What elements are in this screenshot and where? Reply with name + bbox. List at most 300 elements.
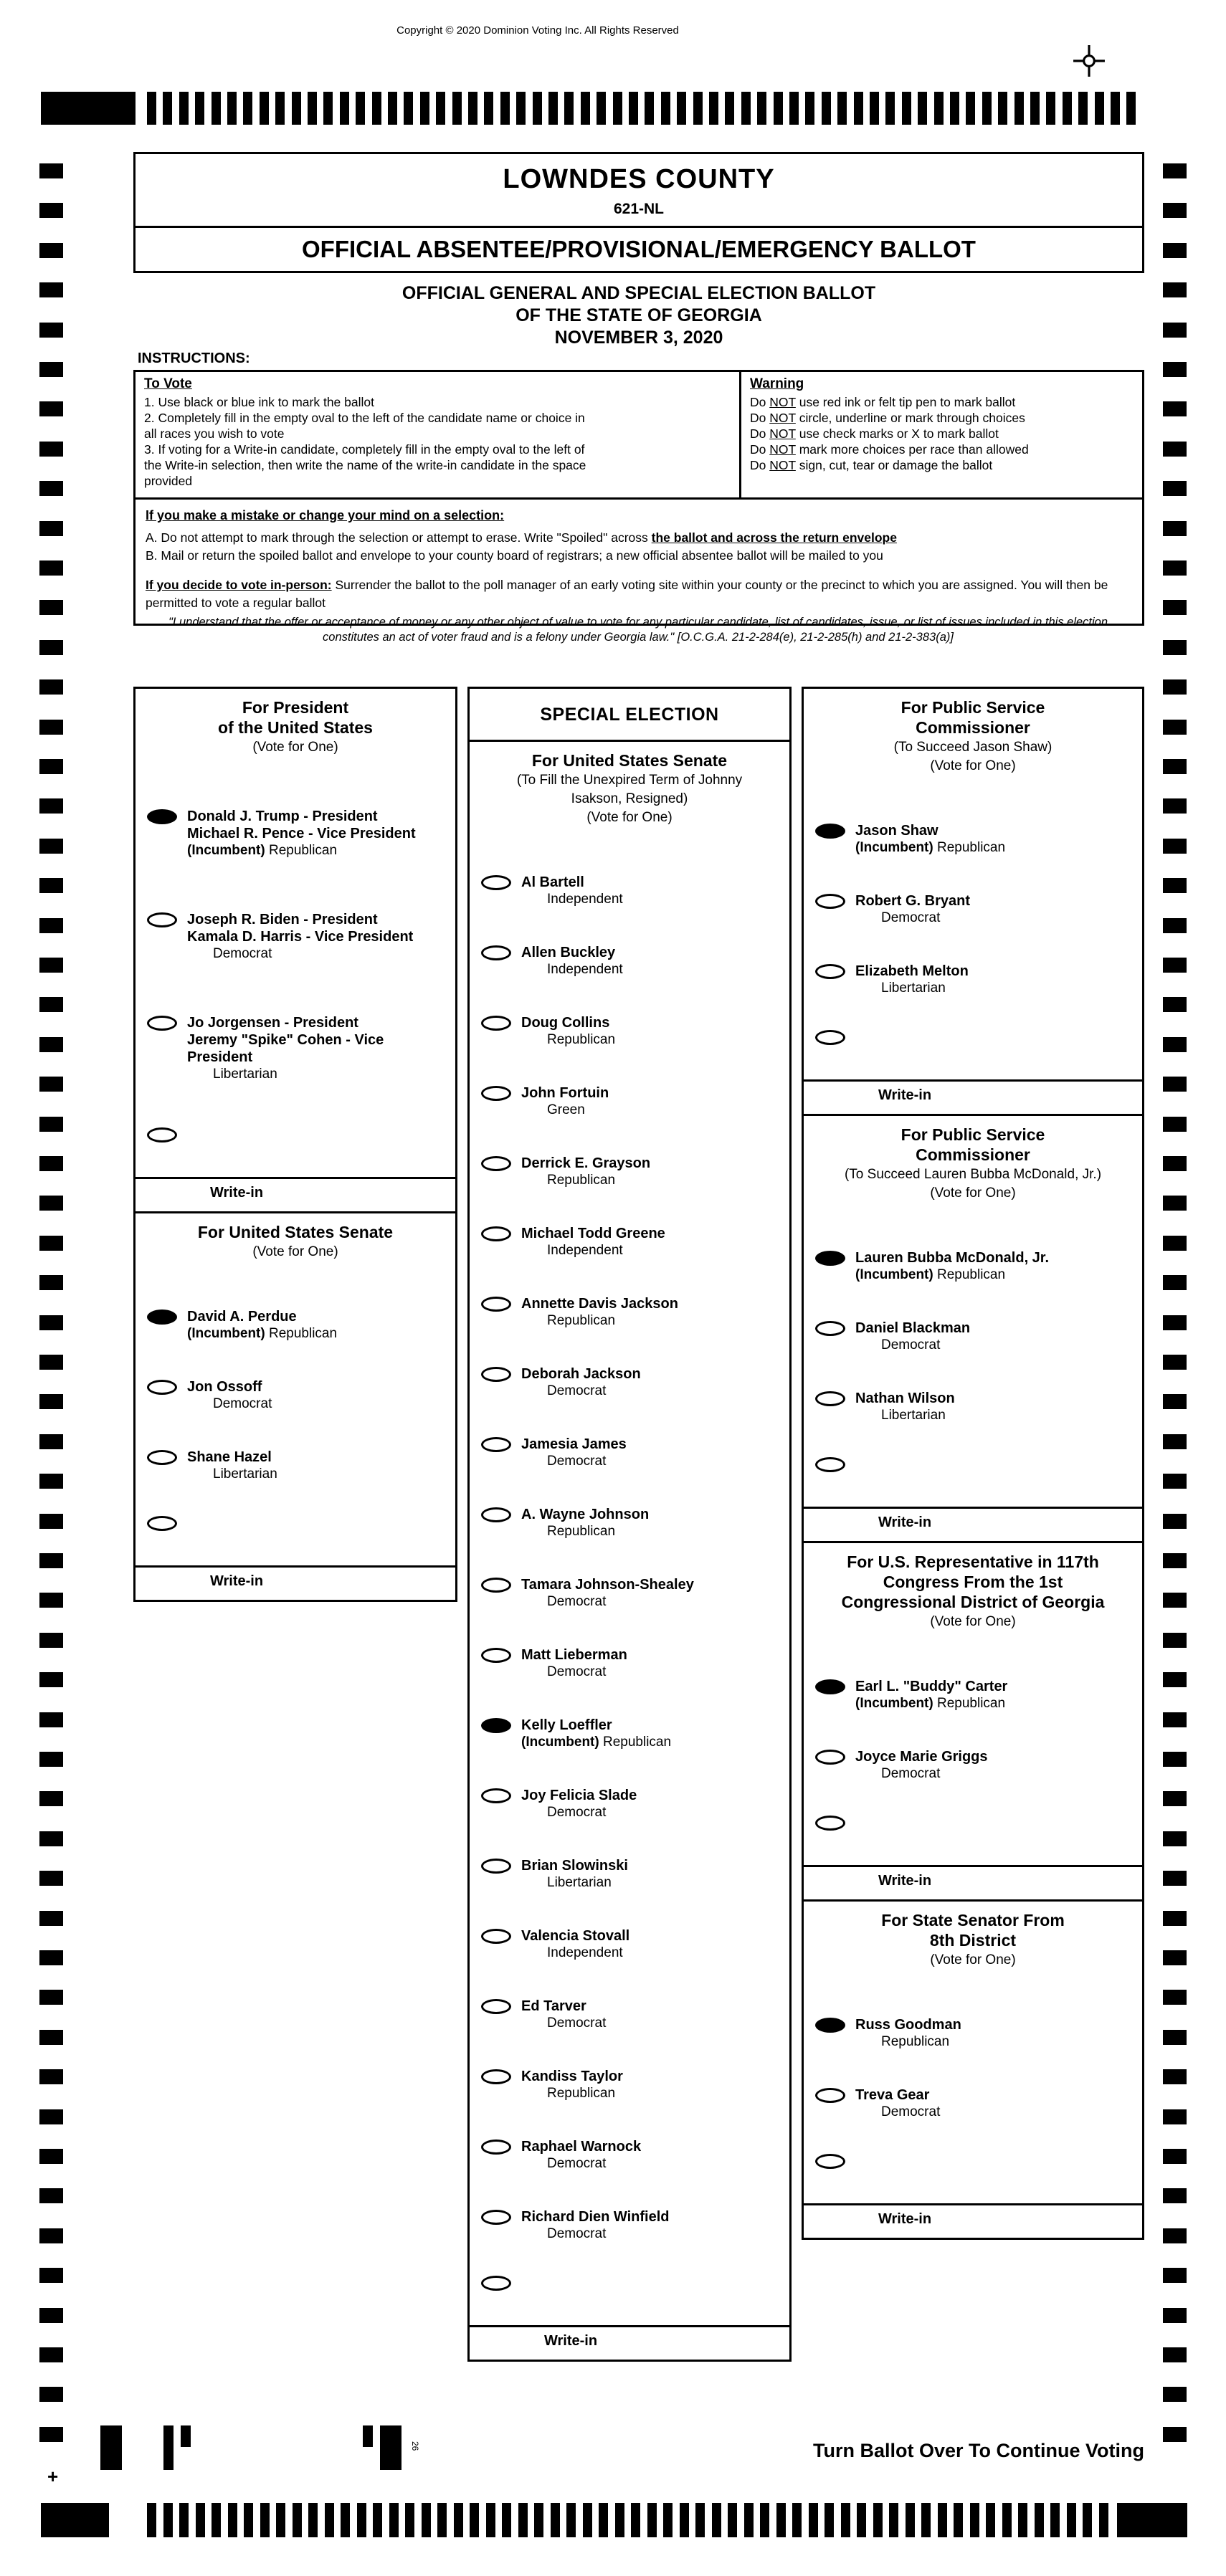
timing-mark (1163, 1077, 1187, 1092)
ballot-oval-empty[interactable] (481, 1648, 511, 1663)
candidate-row (470, 1910, 789, 1980)
timing-mark (212, 2503, 221, 2537)
timing-mark (1018, 2503, 1027, 2537)
candidate-info (521, 1787, 637, 1821)
ballot-oval-empty[interactable] (147, 1450, 177, 1465)
ballot-oval-empty[interactable] (481, 2210, 511, 2225)
writein-label: Write-in (804, 1079, 1142, 1114)
timing-mark (837, 92, 847, 125)
candidate-row (470, 2121, 789, 2191)
timing-mark (39, 1911, 63, 1926)
timing-mark (1163, 560, 1187, 576)
ballot-column-2 (467, 687, 792, 2362)
timing-mark (825, 2503, 834, 2537)
timing-mark (323, 92, 333, 125)
in-person-heading: If you decide to vote in-person: (146, 578, 332, 592)
candidate-row (804, 1731, 1142, 1801)
not-emphasis: NOT (769, 426, 796, 441)
county-header-box (133, 152, 1144, 228)
candidate-name: Treva Gear (855, 2087, 930, 2103)
writein-label: Write-in (470, 2325, 789, 2360)
timing-mark (1163, 1434, 1187, 1449)
timing-mark (1163, 203, 1187, 218)
candidate-name: Earl L. "Buddy" Carter (855, 1679, 1008, 1694)
timing-mark (39, 1037, 63, 1052)
timing-mark (1163, 918, 1187, 933)
instruction-line: 1. Use black or blue ink to mark the ballot (144, 395, 374, 409)
timing-mark (39, 839, 63, 854)
timing-mark (468, 92, 477, 125)
candidate-row (470, 1980, 789, 2051)
timing-mark (1163, 1712, 1187, 1727)
ballot-oval-empty[interactable] (815, 1391, 845, 1406)
timing-mark (484, 92, 493, 125)
timing-mark (212, 92, 221, 125)
candidate-name: Joyce Marie Griggs (855, 1749, 988, 1765)
writein-label: Write-in (804, 1865, 1142, 1899)
candidate-party: Democrat (547, 2226, 607, 2241)
timing-mark (39, 2268, 63, 2283)
to-vote-heading: To Vote (144, 376, 192, 391)
candidate-party: Republican (547, 1313, 616, 1328)
ballot-oval-filled[interactable] (815, 1251, 845, 1266)
timing-mark (841, 2503, 850, 2537)
candidate-row (470, 2051, 789, 2121)
timing-mark (39, 1871, 63, 1886)
incumbent-label: (Incumbent) (855, 1696, 937, 1711)
timing-mark (1163, 163, 1187, 178)
ballot-oval-empty[interactable] (147, 912, 177, 927)
in-person-text: Surrender the ballot to the poll manager of an early voting site within your county or the precinct to which you are assigned. You will then be permitted to vote a regular ballot (146, 578, 1108, 610)
timing-mark (1163, 1950, 1187, 1965)
candidate-row (470, 1137, 789, 1208)
timing-mark (422, 2503, 431, 2537)
candidate-name: Jo Jorgensen - President (187, 1015, 358, 1031)
timing-mark (551, 2503, 560, 2537)
candidate-party: Independent (547, 1945, 623, 1960)
timing-mark (39, 679, 63, 695)
ballot-oval-filled[interactable] (147, 809, 177, 824)
timing-mark (645, 92, 654, 125)
timing-mark (1163, 1474, 1187, 1489)
timing-mark (39, 1791, 63, 1806)
timing-mark (934, 92, 944, 125)
candidate-row (136, 889, 455, 993)
mistake-heading: If you make a mistake or change your mind on a selection: (146, 508, 505, 523)
ballot-oval-filled[interactable] (815, 1679, 845, 1694)
writein-label: Write-in (804, 1507, 1142, 1541)
timing-mark (516, 92, 526, 125)
ballot-oval-filled[interactable] (815, 2018, 845, 2033)
ballot-oval-empty[interactable] (147, 1516, 177, 1531)
timing-mark (308, 92, 317, 125)
timing-mark (1067, 2503, 1076, 2537)
timing-mark (566, 2503, 576, 2537)
race-header (804, 1902, 1142, 1999)
timing-mark (1046, 92, 1055, 125)
timing-mark (39, 1196, 63, 1211)
candidate-party: Libertarian (881, 1408, 946, 1423)
timing-mark (243, 92, 252, 125)
race-psc-shaw (802, 687, 1144, 1116)
copyright-line: Copyright © 2020 Dominion Voting Inc. All Rights Reserved (396, 24, 679, 37)
ballot-oval-empty[interactable] (481, 1226, 511, 1241)
candidate-info (855, 1678, 1007, 1712)
candidate-party: Democrat (213, 1396, 272, 1411)
candidate-name: Jason Shaw (855, 823, 938, 839)
candidate-info (521, 1225, 665, 1259)
candidate-name: Nathan Wilson (855, 1390, 955, 1406)
candidate-info (521, 2068, 623, 2102)
timing-mark (39, 878, 63, 893)
writein-label: Write-in (136, 1177, 455, 1211)
timing-mark (1163, 442, 1187, 457)
timing-mark (599, 2503, 608, 2537)
timing-mark (388, 92, 397, 125)
timing-mark (39, 958, 63, 973)
candidate-info (855, 822, 1005, 857)
candidate-row (470, 2191, 789, 2261)
timing-block-bottom-right (1117, 2503, 1187, 2537)
writein-row (804, 1801, 1142, 1865)
timing-mark (39, 362, 63, 377)
candidate-info (521, 1646, 627, 1681)
timing-mark (822, 92, 831, 125)
timing-mark (39, 2347, 63, 2362)
candidate-name: Daniel Blackman (855, 1320, 971, 1336)
candidate-info (521, 2208, 670, 2243)
ballot-oval-empty[interactable] (815, 964, 845, 979)
ballot-oval-empty[interactable] (481, 1156, 511, 1171)
timing-mark (889, 2503, 898, 2537)
candidate-name: Shane Hazel (187, 1449, 272, 1465)
candidate-party: (Incumbent) Republican (855, 1696, 1006, 1711)
ballot-oval-empty[interactable] (481, 1788, 511, 1803)
candidate-info (187, 1014, 451, 1083)
candidate-row (470, 1559, 789, 1629)
timing-mark (39, 1315, 63, 1330)
race-title-line: For United States Senate (197, 1223, 394, 1241)
candidate-name: Kamala D. Harris - Vice President (187, 929, 414, 945)
candidate-row (804, 1373, 1142, 1443)
timing-mark (1111, 92, 1120, 125)
candidate-party: Democrat (547, 1594, 607, 1609)
ballot-title: OFFICIAL ABSENTEE/PROVISIONAL/EMERGENCY BALLOT (302, 236, 976, 262)
to-vote-list (144, 394, 731, 489)
timing-mark (39, 1236, 63, 1251)
timing-mark (1163, 1593, 1187, 1608)
candidate-row (470, 1067, 789, 1137)
ballot-oval-empty[interactable] (481, 2139, 511, 2155)
timing-mark (857, 2503, 866, 2537)
timing-mark (1030, 92, 1040, 125)
candidate-party: Democrat (881, 1766, 941, 1781)
ballot-oval-empty[interactable] (147, 1380, 177, 1395)
ballot-oval-empty[interactable] (815, 1457, 845, 1472)
candidate-info (521, 874, 623, 908)
timing-mark (244, 2503, 253, 2537)
instruction-line: provided (144, 474, 193, 488)
instructions-columns (136, 372, 1142, 500)
candidate-party: Republican (547, 1032, 616, 1047)
timing-mark (647, 2503, 657, 2537)
ballot-oval-empty[interactable] (815, 1816, 845, 1831)
timing-mark (677, 92, 686, 125)
warning-heading: Warning (750, 376, 804, 391)
to-vote-item (144, 410, 731, 442)
ballot-oval-empty[interactable] (815, 1750, 845, 1765)
ballot-oval-empty[interactable] (815, 1030, 845, 1045)
timing-mark (789, 92, 799, 125)
timing-mark (950, 92, 959, 125)
timing-mark (631, 2503, 640, 2537)
candidate-party: Libertarian (213, 1067, 277, 1082)
candidate-row (136, 1431, 455, 1502)
candidate-info (521, 1998, 606, 2032)
candidate-name: Deborah Jackson (521, 1366, 641, 1382)
candidate-name: Brian Slowinski (521, 1858, 628, 1874)
candidate-info (521, 1014, 615, 1049)
timing-mark (39, 2069, 63, 2084)
ballot-oval-empty[interactable] (481, 1859, 511, 1874)
race-header (804, 689, 1142, 805)
ballot-oval-empty[interactable] (481, 1999, 511, 2014)
timing-mark (39, 2109, 63, 2124)
timing-mark (792, 2503, 802, 2537)
ballot-oval-empty[interactable] (481, 1297, 511, 1312)
ballot-oval-empty[interactable] (481, 2069, 511, 2084)
timing-mark (760, 2503, 769, 2537)
timing-mark (39, 1394, 63, 1409)
ballot-column-3 (802, 687, 1144, 2240)
incumbent-label: (Incumbent) (855, 1267, 937, 1282)
race-title-line: For President (242, 698, 349, 717)
candidate-info (855, 1249, 1049, 1284)
timing-mark (389, 2503, 399, 2537)
candidate-info (187, 911, 413, 963)
timing-mark (966, 92, 975, 125)
timing-mark (260, 2503, 270, 2537)
timing-mark (39, 243, 63, 258)
timing-mark (39, 1553, 63, 1568)
race-subtitle-line: (Vote for One) (252, 740, 338, 755)
timing-mark (902, 92, 911, 125)
ballot-title-box (133, 226, 1144, 273)
candidate-row (470, 997, 789, 1067)
ballot-oval-empty[interactable] (481, 875, 511, 890)
ballot-oval-empty[interactable] (815, 2154, 845, 2169)
timing-mark (39, 1077, 63, 1092)
timing-mark (39, 1712, 63, 1727)
timing-mark (1095, 92, 1104, 125)
ballot-oval-empty[interactable] (481, 1437, 511, 1452)
timing-mark (1163, 878, 1187, 893)
timing-mark (1163, 1117, 1187, 1132)
timing-mark (1163, 521, 1187, 536)
timing-mark (39, 1474, 63, 1489)
warning-item: Do NOT use check marks or X to mark ballot (750, 426, 999, 441)
timing-mark (613, 92, 622, 125)
timing-mark (227, 92, 237, 125)
ballot-oval-empty[interactable] (481, 1086, 511, 1101)
timing-mark (744, 2503, 754, 2537)
timing-mark (921, 2503, 931, 2537)
timing-mark (260, 92, 269, 125)
candidate-name: Allen Buckley (521, 945, 616, 960)
county-name: LOWNDES COUNTY (503, 164, 775, 194)
timing-mark (179, 92, 189, 125)
warning-item: Do NOT sign, cut, tear or damage the ballot (750, 458, 993, 472)
timing-mark (39, 2030, 63, 2045)
not-emphasis: NOT (769, 442, 796, 457)
candidate-party: Democrat (547, 1805, 607, 1820)
warning-item: Do NOT circle, underline or mark through choices (750, 411, 1025, 425)
mistake-section (136, 500, 1142, 624)
writein-row (136, 1113, 455, 1177)
timing-mark (1163, 1633, 1187, 1648)
timing-mark (854, 92, 863, 125)
timing-mark (39, 2188, 63, 2203)
ballot-oval-empty[interactable] (481, 945, 511, 960)
timing-mark (1163, 839, 1187, 854)
ballot-oval-empty[interactable] (481, 1929, 511, 1944)
candidate-party: (Incumbent) Republican (187, 1326, 338, 1341)
candidate-info (521, 1927, 629, 1962)
timing-mark (725, 92, 734, 125)
ballot-oval-filled[interactable] (481, 1718, 511, 1733)
timing-mark (39, 1672, 63, 1687)
ballot-oval-empty[interactable] (147, 1016, 177, 1031)
ballot-oval-empty[interactable] (481, 1578, 511, 1593)
candidate-info (521, 1857, 628, 1892)
timing-mark (1163, 679, 1187, 695)
candidate-name: Al Bartell (521, 874, 584, 890)
timing-mark (39, 442, 63, 457)
timing-mark (39, 560, 63, 576)
timing-mark (39, 600, 63, 615)
timing-mark (1163, 1355, 1187, 1370)
writein-row (804, 2139, 1142, 2203)
candidate-row (804, 1302, 1142, 1373)
ballot-oval-empty[interactable] (815, 1321, 845, 1336)
writein-label: Write-in (804, 2203, 1142, 2238)
timing-mark (1163, 401, 1187, 416)
candidate-row (470, 1418, 789, 1489)
not-emphasis: NOT (769, 395, 796, 409)
race-subtitle-line: (Vote for One) (252, 1244, 338, 1259)
timing-mark (1163, 2030, 1187, 2045)
timing-mark (39, 2387, 63, 2402)
candidate-info (521, 944, 623, 978)
candidate-row (470, 1629, 789, 1699)
candidate-info (187, 1378, 272, 1413)
timing-mark (1163, 2149, 1187, 2164)
timing-mark (1002, 2503, 1012, 2537)
candidate-info (521, 1436, 627, 1470)
ballot-oval-empty[interactable] (481, 1367, 511, 1382)
timing-mark (1163, 1037, 1187, 1052)
candidate-row (470, 1348, 789, 1418)
race-subtitle-line: (Vote for One) (930, 1952, 1016, 1967)
timing-mark (1163, 1553, 1187, 1568)
candidate-row (470, 1699, 789, 1770)
timing-mark (518, 2503, 528, 2537)
instructions-label: INSTRUCTIONS: (138, 350, 250, 366)
candidate-name: Tamara Johnson-Shealey (521, 1577, 694, 1593)
timing-mark (436, 92, 445, 125)
timing-mark (1163, 1672, 1187, 1687)
timing-mark (39, 798, 63, 814)
timing-mark (39, 918, 63, 933)
timing-mark (39, 1355, 63, 1370)
candidate-party: Democrat (547, 1454, 607, 1469)
warning-section (741, 372, 1142, 497)
timing-mark (39, 1633, 63, 1648)
candidate-row (470, 1208, 789, 1278)
ballot-oval-empty[interactable] (815, 2088, 845, 2103)
candidate-row (804, 1661, 1142, 1731)
candidate-name: Joy Felicia Slade (521, 1788, 637, 1803)
ballot-oval-filled[interactable] (815, 824, 845, 839)
candidate-row (470, 857, 789, 927)
timing-mark (325, 2503, 334, 2537)
candidate-name: David A. Perdue (187, 1309, 297, 1325)
candidate-party: Republican (547, 2086, 616, 2101)
race-state-senate-8 (802, 1899, 1144, 2240)
race-title-line: For State Senator From (881, 1911, 1065, 1929)
timing-mark (1163, 958, 1187, 973)
timing-mark (1126, 92, 1136, 125)
election-subtitle-line-1: OFFICIAL GENERAL AND SPECIAL ELECTION BALLOT (401, 283, 876, 303)
candidate-row (470, 1840, 789, 1910)
ballot-oval-empty[interactable] (481, 1507, 511, 1522)
timing-mark (663, 2503, 673, 2537)
timing-mark (693, 92, 703, 125)
timing-mark (805, 92, 814, 125)
race-subtitle-line: (Vote for One) (930, 758, 1016, 773)
ballot-oval-empty[interactable] (481, 2276, 511, 2291)
timing-mark (356, 92, 365, 125)
ballot-oval-empty[interactable] (147, 1127, 177, 1142)
incumbent-label: (Incumbent) (187, 843, 269, 858)
candidate-info (521, 1365, 641, 1400)
candidate-name: Raphael Warnock (521, 2139, 642, 2155)
candidate-name: Annette Davis Jackson (521, 1296, 678, 1312)
timing-mark (774, 92, 783, 125)
candidate-name: Jeremy "Spike" Cohen - Vice President (187, 1032, 384, 1065)
ballot-oval-filled[interactable] (147, 1310, 177, 1325)
timing-mark (147, 92, 156, 125)
timing-mark (709, 92, 718, 125)
candidate-row (136, 993, 455, 1113)
race-title-line: Commissioner (916, 718, 1030, 737)
to-vote-item (144, 442, 731, 489)
timing-mark (341, 2503, 350, 2537)
candidate-name: Kandiss Taylor (521, 2069, 623, 2084)
candidate-row (804, 1232, 1142, 1302)
race-subtitle-line: (Vote for One) (930, 1614, 1016, 1629)
candidate-party: Libertarian (547, 1875, 612, 1890)
ballot-oval-empty[interactable] (481, 1016, 511, 1031)
race-title-line: Congressional District of Georgia (841, 1593, 1105, 1611)
timing-mark (938, 2503, 947, 2537)
candidate-party: (Incumbent) Republican (521, 1735, 672, 1750)
timing-mark (581, 92, 590, 125)
timing-mark (809, 2503, 818, 2537)
ballot-oval-empty[interactable] (815, 894, 845, 909)
timing-mark (39, 481, 63, 496)
timing-mark (1163, 1514, 1187, 1529)
